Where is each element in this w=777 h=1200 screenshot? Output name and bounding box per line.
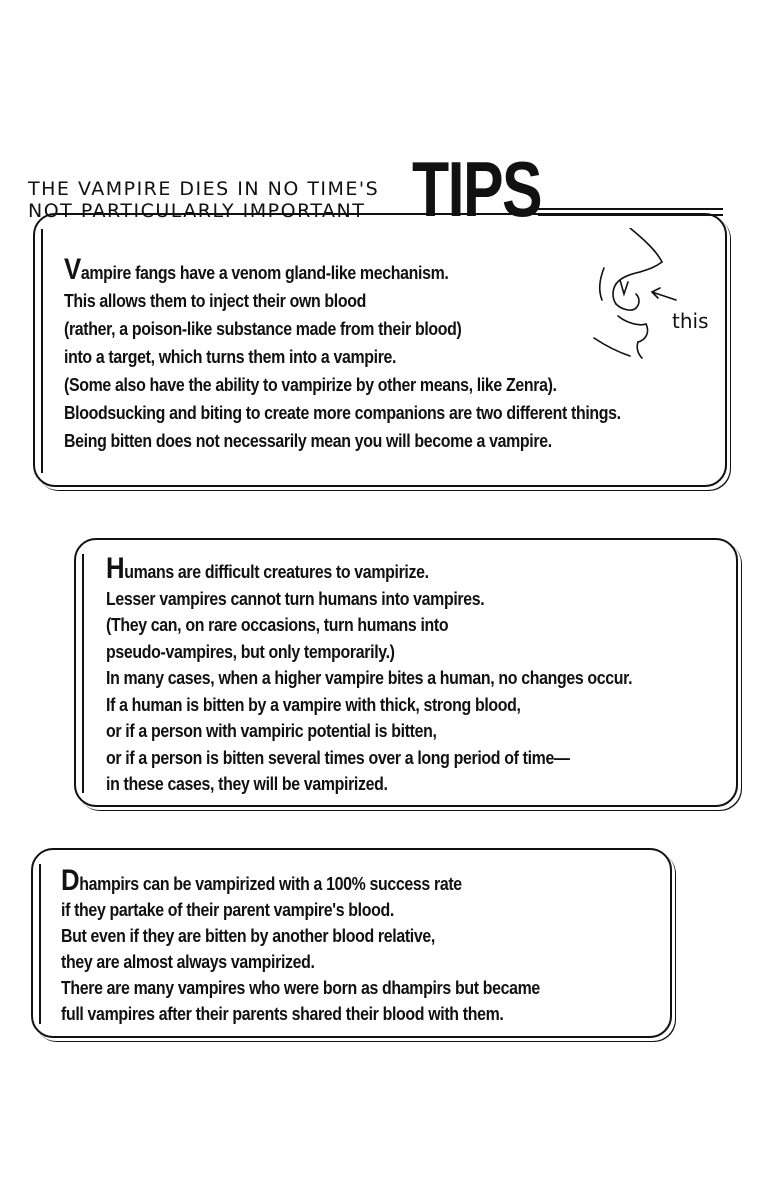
- tip-text-humans: [106, 552, 633, 798]
- text-line: (rather, a poison-like substance made from their blood): [64, 318, 462, 339]
- text-line: in these cases, they will be vampirized.: [106, 773, 388, 794]
- text-line: This allows them to inject their own blood: [64, 290, 367, 311]
- tip-text-dhampirs: [61, 864, 540, 1027]
- text-line: Bloodsucking and biting to create more companions are two different things.: [64, 402, 621, 423]
- header-subtitle-line1: THE VAMPIRE DIES IN NO TIME'S: [28, 178, 380, 200]
- text-line: or if a person is bitten several times over a long period of time—: [106, 746, 570, 768]
- text-line: (They can, on rare occasions, turn humans into: [106, 614, 449, 635]
- text-line: Dhampirs can be vampirized with a 100% success rate: [61, 864, 462, 897]
- tips-title: TIPS: [412, 145, 541, 233]
- text-line: Being bitten does not necessarily mean you will become a vampire.: [64, 430, 552, 451]
- tip-text-fangs: [64, 253, 621, 455]
- text-line: But even if they are bitten by another blood relative,: [61, 925, 435, 946]
- text-line: If a human is bitten by a vampire with thick, strong blood,: [106, 693, 521, 715]
- text-line: Vampire fangs have a venom gland-like mechanism.: [64, 253, 449, 286]
- text-line: full vampires after their parents shared their blood with them.: [61, 1003, 504, 1024]
- text-line: if they partake of their parent vampire's blood.: [61, 899, 394, 920]
- text-line: Lesser vampires cannot turn humans into vampires.: [106, 587, 485, 609]
- vampire-mouth-sketch-icon: [590, 228, 720, 368]
- text-line: pseudo-vampires, but only temporarily.): [106, 640, 395, 662]
- header-subtitle-line2: NOT PARTICULARLY IMPORTANT: [28, 200, 366, 222]
- annotation-label: this: [672, 309, 709, 333]
- text-line: into a target, which turns them into a vampire.: [64, 346, 397, 367]
- text-line: or if a person with vampiric potential is bitten,: [106, 720, 437, 741]
- text-line: they are almost always vampirized.: [61, 951, 315, 972]
- text-line: Humans are difficult creatures to vampirize.: [106, 552, 429, 585]
- text-line: There are many vampires who were born as dhampirs but became: [61, 977, 540, 998]
- text-line: (Some also have the ability to vampirize by other means, like Zenra).: [64, 374, 557, 395]
- text-line: In many cases, when a higher vampire bites a human, no changes occur.: [106, 667, 633, 688]
